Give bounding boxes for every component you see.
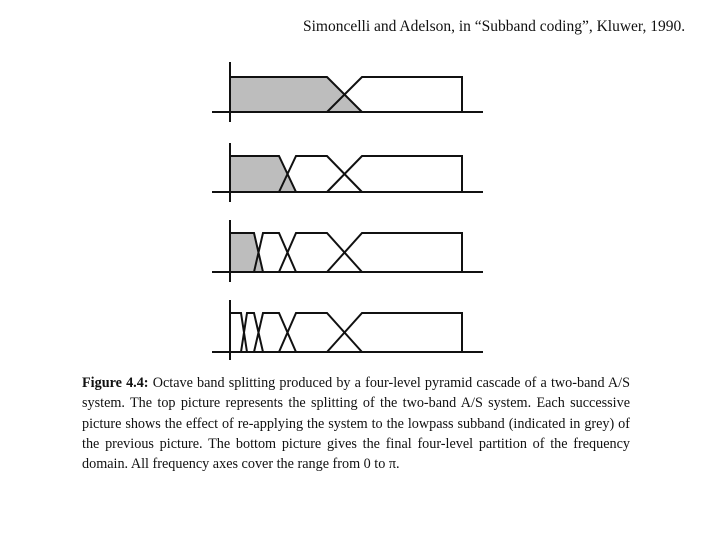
level-4-band-2 xyxy=(241,313,263,352)
level-1-lowpass-band xyxy=(230,77,362,112)
level-3-highpass-band xyxy=(327,233,462,272)
level-2-lowpass-band xyxy=(230,156,296,192)
level-4-band-4 xyxy=(279,313,362,352)
figure-caption xyxy=(82,373,630,474)
level-2-highpass-band xyxy=(327,156,462,192)
figure-label: Figure 4.4: xyxy=(82,375,149,391)
level-3-panel xyxy=(212,220,483,282)
level-4-panel xyxy=(212,300,483,360)
level-1-panel xyxy=(212,62,483,122)
level-4-band-3 xyxy=(254,313,296,352)
level-3-band-3 xyxy=(279,233,362,272)
figure-caption-text: Octave band splitting produced by a four-level pyramid cascade of a two-band A/S system. The top picture represents the splitting of the two-band A/S system. Each successive picture shows the effect of re-applying the system to the lowpass subband (indicated in grey) of the previous picture. The bottom picture gives the final four-level partition of the frequency domain. All frequency axes cover the range from 0 to π. xyxy=(82,375,631,473)
level-2-panel xyxy=(212,143,483,202)
citation-text: Simoncelli and Adelson, in “Subband coding”, Kluwer, 1990. xyxy=(303,18,686,35)
level-4-highpass-band xyxy=(327,313,462,352)
